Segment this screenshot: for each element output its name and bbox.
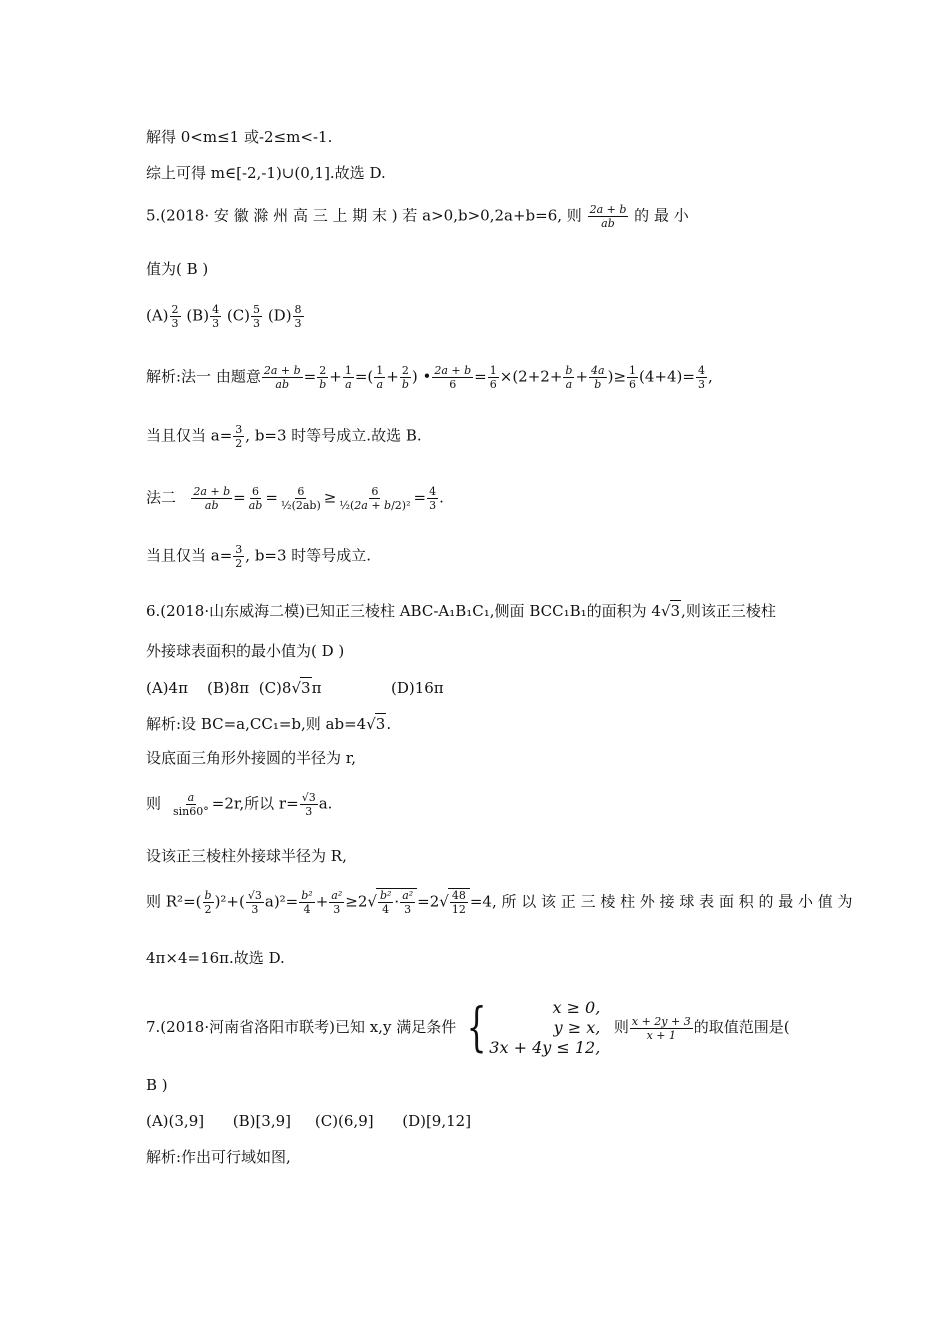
fraction: $\frac{2a + b}{ab}$	[589, 203, 627, 230]
text-line: 解得 0<m≤1 或-2≤m<-1.	[146, 128, 333, 146]
question-6-solution-6: 4π×4=16π.故选 D.	[146, 949, 285, 967]
fraction: $\frac{5}{3}$	[253, 303, 261, 330]
fraction: $\frac{2a + b}{ab}$	[263, 364, 301, 391]
option-c: (C)8	[258, 679, 292, 697]
text-line: 综上可得 m∈[-2,-1)∪(0,1].故选 D.	[146, 164, 386, 182]
option-d: (D)16π	[390, 679, 444, 697]
option-d: (D)[9,12]	[402, 1112, 472, 1130]
solution-label: 解析:法一 由题意	[146, 367, 261, 386]
question-6-solution-5: 则 R²=( $\frac{b}{2}$ )²+( $\frac{√3}{3}$ a)²= $\frac{\text{b²}}{4}$ + $\frac{\text{a²}}{3}$ ≥2√ $\frac{\text{b²}}{4}$ · $\frac{\text{a²}}{3}$ =2√ $\frac{48}{12}$ =4, 所 以 该 正 三 棱 柱 外 接 球 表 面 积 的 最 小 值 为	[146, 889, 853, 916]
fraction: $\frac{\text{a²}}{3}$	[402, 889, 414, 916]
fraction: $\frac{\text{b²}}{4}$	[301, 889, 313, 916]
fraction: $\frac{1}{6}$	[489, 364, 497, 391]
fraction: $\frac{2}{3}$	[171, 303, 179, 330]
question-7-stem: 7.(2018·河南省洛阳市联考)已知 x,y 满足条件	[146, 1018, 457, 1036]
fraction: $\frac{48}{12}$	[451, 889, 466, 916]
question-7-answer: B )	[146, 1076, 168, 1094]
question-5-stem: 5.(2018· 安 徽 滁 州 高 三 上 期 末 ) 若 a>0,b>0,2a+b=6, 则	[146, 206, 582, 225]
solution-text: a.	[318, 794, 333, 813]
question-6-options: (A)4π (B)8π (C)8√3π (D)16π	[146, 679, 444, 697]
constraint-system	[460, 998, 600, 1058]
question-6-solution-1: 解析:设 BC=a,CC₁=b,则 ab=4√3.	[146, 715, 392, 733]
question-7-options	[146, 1111, 471, 1131]
question-5-answer: 值为( B )	[146, 260, 209, 278]
fraction: $\frac{x + 2y + 3}{x + 1}$	[631, 1014, 691, 1042]
question-5-equality-2	[146, 543, 371, 570]
option-d-label: (D)	[267, 306, 292, 325]
solution-text: 解析:设 BC=a,CC₁=b,则 ab=4	[146, 715, 367, 733]
fraction: $\frac{\text{b²}}{4}$	[379, 889, 392, 916]
constraint: y ≥ x,	[553, 1018, 601, 1037]
constraint: 3x + 4y ≤ 12,	[489, 1038, 601, 1057]
question-5-solution-2: 法二 $\frac{2a + b}{ab}$ = $\frac{6}{ab}$ = $\frac{6}{\text{½(2ab)}}$ ≥ $\frac{6}{\text{½(2a + b/2)²}}$ = $\frac{4}{3}$ .	[146, 485, 444, 512]
option-c-label: (C)	[226, 306, 251, 325]
equality-text: 当且仅当 a=	[146, 426, 233, 445]
question-6-solution-2: 设底面三角形外接圆的半径为 r,	[146, 749, 357, 767]
fraction: $\frac{6}{ab}$	[248, 485, 263, 512]
solution-text-tail: =4, 所 以 该 正 三 棱 柱 外 接 球 表 面 积 的 最 小 值 为	[469, 892, 853, 911]
fraction: $\frac{\text{a²}}{3}$	[331, 889, 343, 916]
option-a-label: (A)	[146, 306, 169, 325]
question-6-stem: 6.(2018·山东威海二模)已知正三棱柱 ABC-A₁B₁C₁,侧面 BCC₁B₁的面积为 4	[146, 602, 661, 620]
constraint: x ≥ 0,	[552, 998, 601, 1017]
option-a: (A)4π	[146, 679, 188, 697]
question-7	[146, 998, 790, 1058]
solution-text: =2r,所以 r=	[211, 794, 299, 813]
fraction: $\frac{1}{a}$	[344, 364, 352, 391]
fraction: $\frac{4}{3}$	[212, 303, 220, 330]
fraction: $\frac{4}{3}$	[697, 364, 705, 391]
question-7-solution: 解析:作出可行域如图,	[146, 1148, 291, 1166]
option-a: (A)(3,9]	[146, 1112, 205, 1130]
question-6-stem-tail: ,则该正三棱柱	[681, 602, 776, 620]
fraction: $\frac{6}{\text{½(2a + b/2)²}}$	[339, 485, 411, 512]
question-6-solution-3	[146, 791, 332, 818]
question-5-options	[146, 303, 305, 330]
option-b: (B)[3,9]	[232, 1112, 292, 1130]
solution-text: 则	[146, 794, 162, 813]
solution-text: 则 R²=	[146, 892, 196, 911]
question-7-stem-mid: 则	[613, 1018, 629, 1036]
option-b: (B)8π	[207, 679, 250, 697]
fraction: $\frac{1}{6}$	[629, 364, 637, 391]
fraction: $\frac{√3}{3}$	[301, 791, 316, 818]
fraction: $\frac{6}{\text{½(2ab)}}$	[280, 485, 321, 512]
fraction: $\frac{a}{\sin 60^\circ}$	[173, 791, 209, 818]
fraction: $\frac{3}{2}$	[235, 543, 243, 570]
fraction: $\frac{√3}{3}$	[247, 889, 262, 916]
question-5	[146, 203, 806, 230]
question-6-solution-4: 设该正三棱柱外接球半径为 R,	[146, 847, 347, 865]
fraction: $\frac{3}{2}$	[235, 423, 243, 450]
fraction: $\frac{b}{a}$	[565, 364, 573, 391]
option-b-label: (B)	[186, 306, 210, 325]
fraction: $\frac{2a + b}{6}$	[434, 364, 472, 391]
equality-text-tail: , b=3 时等号成立.	[245, 546, 372, 565]
fraction: $\frac{1}{a}$	[376, 364, 384, 391]
option-c: (C)(6,9]	[314, 1112, 374, 1130]
question-6: 6.(2018·山东威海二模)已知正三棱柱 ABC-A₁B₁C₁,侧面 BCC₁B₁的面积为 4√3,则该正三棱柱	[146, 602, 776, 620]
question-5-solution-1: 解析:法一 由题意 $\frac{2a + b}{ab}$ = $\frac{2}{b}$ + $\frac{1}{a}$ =( $\frac{1}{a}$ + $\frac{2}{b}$ ) • $\frac{2a + b}{6}$ = $\frac{1}{6}$ ×(2+2+ $\frac{b}{a}$ + $\frac{4a}{b}$ )≥ $\frac{1}{6}$ (4+4)= $\frac{4}{3}$ ,	[146, 364, 713, 391]
method-two-label: 法二	[146, 488, 177, 507]
fraction: $\frac{8}{3}$	[294, 303, 302, 330]
fraction: $\frac{4}{3}$	[429, 485, 437, 512]
question-5-stem-tail: 的 最 小	[634, 206, 689, 225]
fraction: $\frac{2a + b}{ab}$	[193, 485, 231, 512]
fraction: $\frac{2}{b}$	[319, 364, 327, 391]
question-7-stem-tail: 的取值范围是(	[693, 1018, 790, 1036]
fraction: $\frac{2}{b}$	[401, 364, 409, 391]
fraction: $\frac{b}{2}$	[204, 889, 212, 916]
question-5-equality-1	[146, 423, 422, 450]
equality-text-tail: , b=3 时等号成立.故选 B.	[245, 426, 422, 445]
question-6-answer: 外接球表面积的最小值为( D )	[146, 642, 345, 660]
fraction: $\frac{4a}{b}$	[591, 364, 605, 391]
left-brace-icon: {	[466, 998, 487, 1058]
equality-text: 当且仅当 a=	[146, 546, 233, 565]
option-c-tail: π	[311, 679, 322, 697]
